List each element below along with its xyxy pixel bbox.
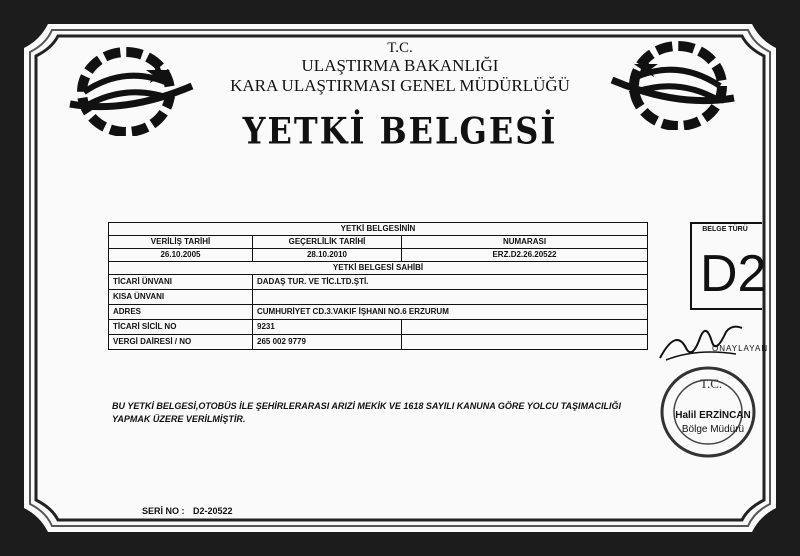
header-line-2: ULAŞTIRMA BAKANLIĞI bbox=[301, 56, 499, 75]
row-value-registry-no: 9231 bbox=[253, 320, 402, 335]
col-header-issue-date: VERİLİŞ TARİHİ bbox=[109, 236, 253, 249]
row-label-registry-no: TİCARİ SİCİL NO bbox=[109, 320, 253, 335]
row-value-address: CUMHURİYET CD.3.VAKIF İŞHANI NO.6 ERZURUM bbox=[253, 305, 648, 320]
row-label-trade-name: TİCARİ ÜNVANI bbox=[109, 275, 253, 290]
col-header-number: NUMARASI bbox=[402, 236, 648, 249]
validity-date-value: 28.10.2010 bbox=[253, 249, 402, 262]
certificate-info-table bbox=[108, 222, 648, 350]
row-value-short-name bbox=[253, 290, 648, 305]
serial-number bbox=[142, 506, 233, 516]
document-type-label: BELGE TÜRÜ bbox=[702, 226, 748, 233]
row-label-short-name: KISA ÜNVANI bbox=[109, 290, 253, 305]
row-label-tax-office: VERGİ DAİRESİ / NO bbox=[109, 335, 253, 350]
signature-scribble bbox=[656, 318, 746, 364]
signatory-name: Halil ERZİNCAN bbox=[675, 410, 751, 421]
approval-label: ONAYLAYAN bbox=[712, 344, 769, 353]
signatory-title: Bölge Müdürü bbox=[681, 424, 745, 435]
header-line-3: KARA ULAŞTIRMASI GENEL MÜDÜRLÜĞÜ bbox=[230, 76, 570, 95]
serial-value: D2-20522 bbox=[193, 506, 233, 516]
serial-label: SERİ NO : bbox=[142, 506, 185, 516]
row-value-tax-office: 265 002 9779 bbox=[253, 335, 402, 350]
header-line-1: T.C. bbox=[387, 40, 413, 56]
document-title: YETKİ BELGESİ bbox=[242, 109, 558, 153]
row-label-address: ADRES bbox=[109, 305, 253, 320]
certificate-statement: BU YETKİ BELGESİ,OTOBÜS İLE ŞEHİRLERARASI ARIZİ MEKİK VE 1618 SAYILI KANUNA GÖRE YOLCU TAŞIMACILIĞI YAPMAK ÜZERE VERİLMİŞTİR. bbox=[112, 401, 622, 424]
document-type-value: D2 bbox=[700, 245, 767, 303]
owner-section-title: YETKİ BELGESİ SAHİBİ bbox=[109, 262, 648, 275]
row-empty-cell bbox=[402, 335, 648, 350]
section-title: YETKİ BELGESİNİN bbox=[109, 223, 648, 236]
number-value: ERZ.D2.26.20522 bbox=[402, 249, 648, 262]
col-header-validity-date: GEÇERLİLİK TARİHİ bbox=[253, 236, 402, 249]
row-empty-cell bbox=[402, 320, 648, 335]
svg-text:T.C.: T.C. bbox=[700, 376, 723, 391]
issue-date-value: 26.10.2005 bbox=[109, 249, 253, 262]
row-value-trade-name: DADAŞ TUR. VE TİC.LTD.ŞTİ. bbox=[253, 275, 648, 290]
